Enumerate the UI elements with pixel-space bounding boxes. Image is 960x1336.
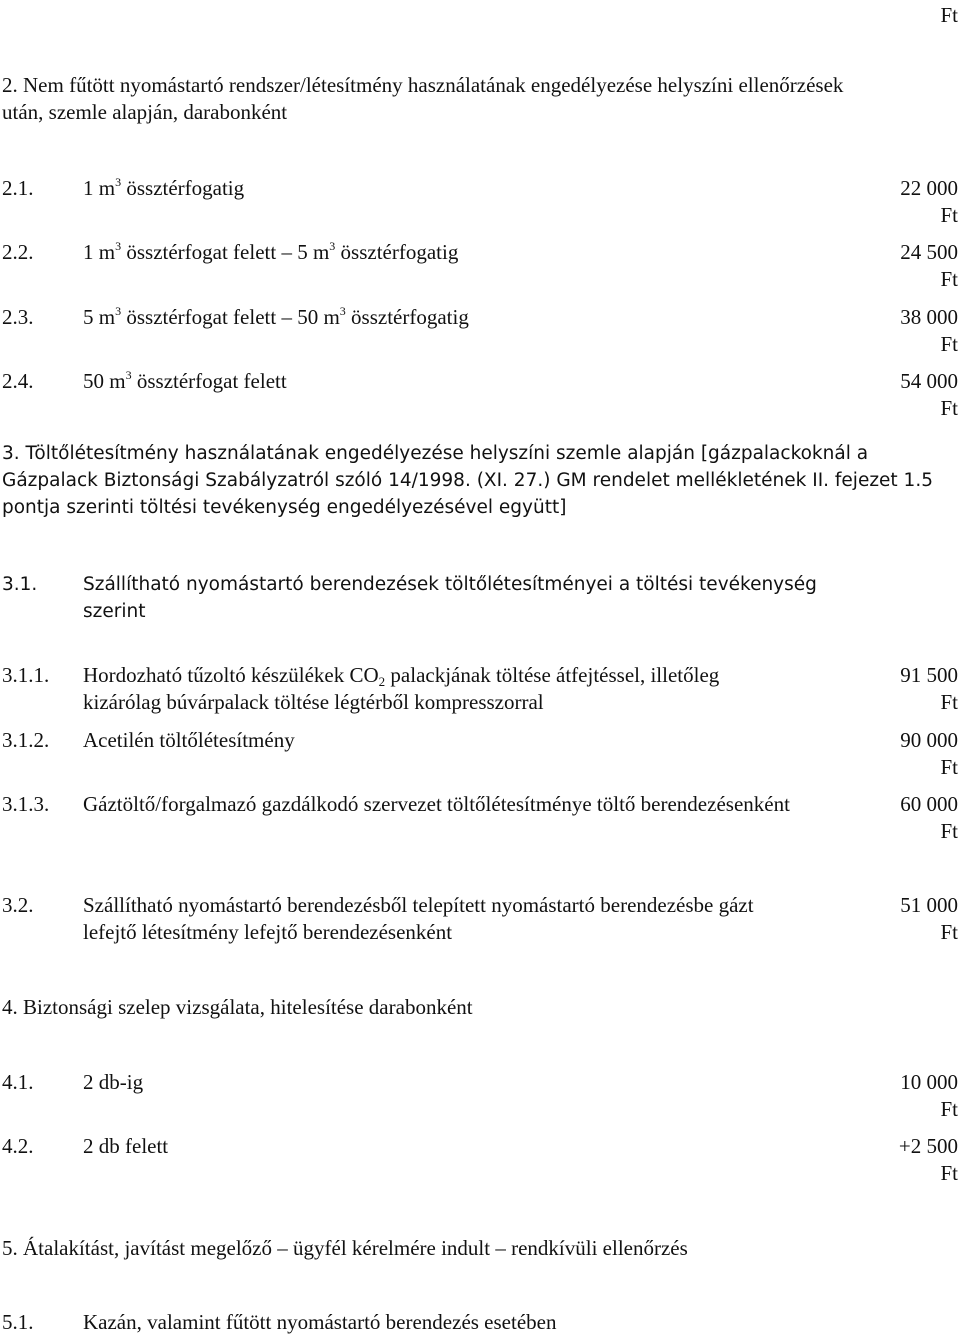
item-code: 3.1.2. xyxy=(2,728,50,752)
item-amount: 90 000 xyxy=(900,728,958,752)
item-label: 50 $m^3$ össztérfogat felett xyxy=(83,368,287,393)
item-code: 4.1. xyxy=(2,1070,34,1094)
item-code: 3.2. xyxy=(2,893,34,917)
item-amount: 22 000 xyxy=(900,176,958,200)
item-label: 1 $m^3$ össztérfogatig xyxy=(83,175,245,200)
item-currency: Ft xyxy=(940,396,958,420)
section-5-title: 5. Átalakítást, javítást megelőző – ügyfél kérelmére indult – rendkívüli ellenőrzés xyxy=(2,1236,688,1260)
section-4-title: 4. Biztonsági szelep vizsgálata, hitelesítése darabonként xyxy=(2,995,473,1019)
item-code: 3.1. xyxy=(2,574,38,595)
item-amount: 51 000 xyxy=(900,893,958,917)
item-label-line-1: Hordozható tűzoltó készülékek $CO_2$ palackjának töltése átfejtéssel, illetőleg xyxy=(83,663,720,689)
item-currency: Ft xyxy=(940,267,958,291)
item-code: 2.1. xyxy=(2,176,34,200)
item-amount: 10 000 xyxy=(900,1070,958,1094)
item-currency: Ft xyxy=(940,203,958,227)
item-code: 2.2. xyxy=(2,240,34,264)
item-label-line-1: Szállítható nyomástartó berendezések töltőlétesítményei a töltési tevékenység xyxy=(83,574,817,595)
item-label: Kazán, valamint fűtött nyomástartó berendezés esetében xyxy=(83,1310,557,1334)
item-currency: Ft xyxy=(940,920,958,944)
item-label: 5 $m^3$ össztérfogat felett – 50 $m^3$ össztérfogatig xyxy=(83,304,469,329)
section-2-title-line-2: után, szemle alapján, darabonként xyxy=(2,100,288,124)
item-label: Acetilén töltőlétesítmény xyxy=(83,728,295,752)
item-currency: Ft xyxy=(940,755,958,779)
item-currency: Ft xyxy=(940,690,958,714)
item-amount: +2 500 xyxy=(898,1134,958,1158)
currency-label: Ft xyxy=(940,3,958,27)
section-3-title-line-3: pontja szerinti töltési tevékenység engedélyezésével együtt] xyxy=(2,497,567,518)
item-label-line-1: Szállítható nyomástartó berendezésből telepített nyomástartó berendezésbe gázt xyxy=(83,893,754,917)
item-code: 3.1.3. xyxy=(2,792,50,816)
item-label-line-2: kizárólag búvárpalack töltése légtérből kompresszorral xyxy=(83,690,544,714)
item-label-line-2: lefejtő létesítmény lefejtő berendezésenként xyxy=(83,920,453,944)
item-currency: Ft xyxy=(940,819,958,843)
item-label-line-2: szerint xyxy=(83,601,146,622)
section-3-title-line-1: 3. Töltőlétesítmény használatának engedélyezése helyszíni szemle alapján [gázpalackoknál a xyxy=(2,443,869,464)
item-currency: Ft xyxy=(940,1161,958,1185)
item-code: 5.1. xyxy=(2,1310,34,1334)
item-amount: 54 000 xyxy=(900,369,958,393)
item-amount: 24 500 xyxy=(900,240,958,264)
item-code: 3.1.1. xyxy=(2,663,50,687)
item-label: 2 db-ig xyxy=(83,1070,144,1094)
item-amount: 91 500 xyxy=(900,663,958,687)
section-3-title-line-2: Gázpalack Biztonsági Szabályzatról szóló 14/1998. (XI. 27.) GM rendelet mellékletének II. fejezet 1.5 xyxy=(2,470,933,491)
item-currency: Ft xyxy=(940,332,958,356)
item-currency: Ft xyxy=(940,1097,958,1121)
item-label: 2 db felett xyxy=(83,1134,169,1158)
item-label: Gáztöltő/forgalmazó gazdálkodó szervezet töltőlétesítménye töltő berendezésenként xyxy=(83,792,790,816)
item-code: 2.4. xyxy=(2,369,34,393)
item-code: 2.3. xyxy=(2,305,34,329)
item-label: 1 $m^3$ össztérfogat felett – 5 $m^3$ össztérfogatig xyxy=(83,239,459,264)
item-amount: 38 000 xyxy=(900,305,958,329)
item-code: 4.2. xyxy=(2,1134,34,1158)
section-2-title-line-1: 2. Nem fűtött nyomástartó rendszer/létesítmény használatának engedélyezése helyszíni ellenőrzések xyxy=(2,73,844,97)
item-amount: 60 000 xyxy=(900,792,958,816)
